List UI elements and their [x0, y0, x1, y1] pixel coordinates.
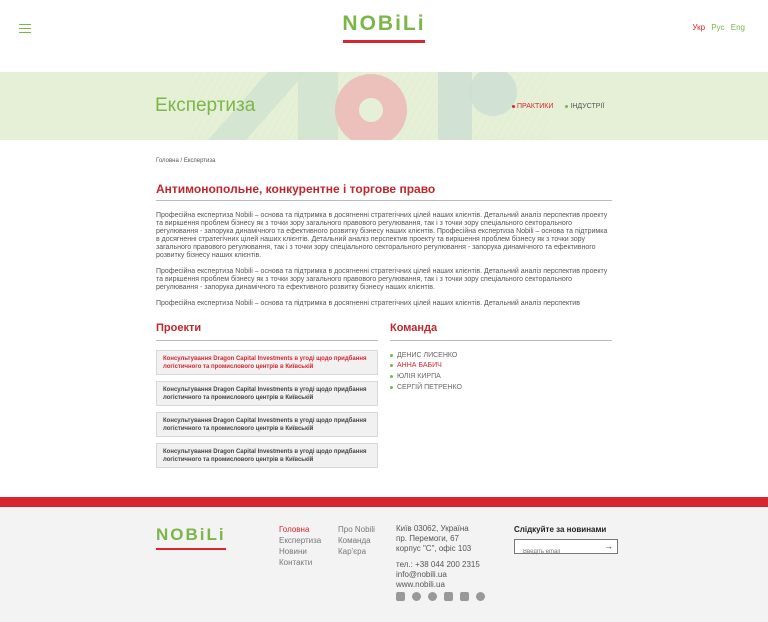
logo-underline	[343, 40, 425, 43]
team-member[interactable]	[390, 350, 462, 361]
instagram-icon[interactable]	[412, 592, 421, 601]
paragraph: Професійна експертиза Nobili – основа та підтримка в досягненні стратегічних цілей наших клієнтів. Детальний аналіз перспектив проекту та вирішення проблем бізнесу як з точки зору загального правового регулювання, так і з точки зору спеціального секторального регулювання - запорука динамічного та ефективного розвитку бізнесу наших клієнтів.	[156, 268, 608, 291]
email-field[interactable]	[515, 546, 595, 559]
footer-nav-secondary	[338, 524, 375, 557]
hero-tabs	[512, 103, 604, 110]
arrow-right-icon[interactable]: →	[604, 541, 613, 551]
page-title: Антимонопольне, конкурентне і торгове право	[156, 182, 436, 196]
address-line: Київ 03062, Україна	[396, 524, 469, 533]
project-card[interactable]: Консультування Dragon Capital Investments в угоді щодо придбання логістичного та промислового центрів в Київській	[156, 381, 378, 406]
divider	[156, 340, 378, 341]
google-plus-icon[interactable]	[428, 592, 437, 601]
menu-icon[interactable]	[19, 24, 31, 33]
bullet-icon	[390, 354, 393, 357]
bullet-icon	[390, 386, 393, 389]
website[interactable]: www.nobili.ua	[396, 580, 445, 589]
lang-ukr[interactable]: Укр	[692, 23, 706, 32]
logo-text: NOBiLi	[342, 12, 426, 35]
project-card[interactable]: Консультування Dragon Capital Investments в угоді щодо придбання логістичного та промислового центрів в Київській	[156, 443, 378, 468]
tab-label: ПРАКТИКИ	[517, 103, 554, 110]
bullet-icon	[390, 375, 393, 378]
hero-banner	[0, 72, 768, 140]
divider	[390, 340, 612, 341]
social-links	[396, 592, 485, 601]
facebook-icon[interactable]	[396, 592, 405, 601]
phone[interactable]: тел.: +38 044 200 2315	[396, 560, 480, 569]
article-body	[156, 212, 612, 316]
footer-link-about[interactable]: Про Nobili	[338, 525, 375, 534]
linkedin-icon[interactable]	[444, 592, 453, 601]
project-card[interactable]: Консультування Dragon Capital Investments в угоді щодо придбання логістичного та промислового центрів в Київській	[156, 350, 378, 375]
team-member-name: СЕРГІЙ ПЕТРЕНКО	[397, 383, 462, 391]
address-line: корпус "С", офіс 103	[396, 544, 472, 553]
address-line: пр. Перемоги, 67	[396, 534, 460, 543]
projects-title: Проекти	[156, 322, 202, 334]
tab-label: ІНДУСТРІЇ	[570, 103, 605, 110]
tab-industries[interactable]	[565, 103, 604, 110]
breadcrumb	[156, 158, 216, 164]
lang-eng[interactable]: Eng	[730, 23, 745, 32]
youtube-icon[interactable]	[460, 592, 469, 601]
footer-link-home[interactable]: Головна	[279, 525, 310, 534]
bullet-icon	[390, 364, 393, 367]
subscribe-title: Слідкуйте за новинами	[514, 525, 607, 534]
footer-link-team[interactable]: Команда	[338, 536, 371, 545]
bullet-icon	[512, 105, 515, 108]
projects-list	[156, 350, 378, 474]
team-member[interactable]	[390, 371, 462, 382]
divider	[156, 200, 612, 201]
team-member-name: ДЕНИС ЛИСЕНКО	[397, 351, 458, 359]
paragraph: Професійна експертиза Nobili – основа та підтримка в досягненні стратегічних цілей наших клієнтів. Детальний аналіз перспектив проекту та вирішення проблем бізнесу як з точки зору загального правового регулювання, так і з точки зору спеціального секторального регулювання - запорука динамічного та ефективного розвитку бізнесу наших клієнтів. Професійна експертиза Nobili – основа та підтримка в досягненні стратегічних цілей наших клієнтів. Детальний аналіз перспектив проекту та вирішення проблем бізнесу як з точки зору загального правового регулювання, так і з точки зору спеціального секторального регулювання - запорука динамічного та ефективного розвитку бізнесу наших клієнтів.	[156, 212, 608, 259]
footer-accent-bar	[0, 497, 768, 507]
telegram-icon[interactable]	[476, 592, 485, 601]
subscribe-form	[514, 539, 618, 554]
logo-underline	[156, 548, 226, 550]
footer-nav-primary	[279, 524, 321, 568]
breadcrumb-home[interactable]: Головна	[156, 158, 179, 164]
site-footer	[0, 507, 768, 622]
project-card[interactable]: Консультування Dragon Capital Investments в угоді щодо придбання логістичного та промислового центрів в Київській	[156, 412, 378, 437]
team-member-name: АННА БАБИЧ	[397, 362, 442, 370]
team-member-name: ЮЛІЯ КИРПА	[397, 372, 441, 380]
footer-link-news[interactable]: Новини	[279, 547, 307, 556]
paragraph: Професійна експертиза Nobili – основа та підтримка в досягненні стратегічних цілей наших клієнтів. Детальний аналіз перспектив	[156, 300, 580, 307]
breadcrumb-separator: /	[180, 158, 183, 164]
site-header	[0, 0, 768, 72]
tab-practices[interactable]	[512, 103, 553, 110]
breadcrumb-current: Експертиза	[183, 158, 216, 164]
footer-link-career[interactable]: Кар'єра	[338, 547, 367, 556]
team-member[interactable]	[390, 361, 462, 372]
footer-link-contacts[interactable]: Контакти	[279, 558, 313, 567]
footer-logo[interactable]	[156, 525, 226, 550]
team-list	[390, 350, 462, 392]
hero-title: Експертиза	[155, 95, 256, 116]
logo-text: NOBiLi	[156, 525, 226, 544]
footer-contacts	[396, 524, 480, 590]
bullet-icon	[565, 105, 568, 108]
team-member[interactable]	[390, 382, 462, 393]
lang-rus[interactable]: Рус	[711, 23, 725, 32]
site-logo[interactable]	[341, 12, 427, 44]
email[interactable]: info@nobili.ua	[396, 570, 447, 579]
team-title: Команда	[390, 322, 438, 334]
language-switcher	[688, 23, 745, 32]
footer-link-expertise[interactable]: Експертиза	[279, 536, 322, 545]
